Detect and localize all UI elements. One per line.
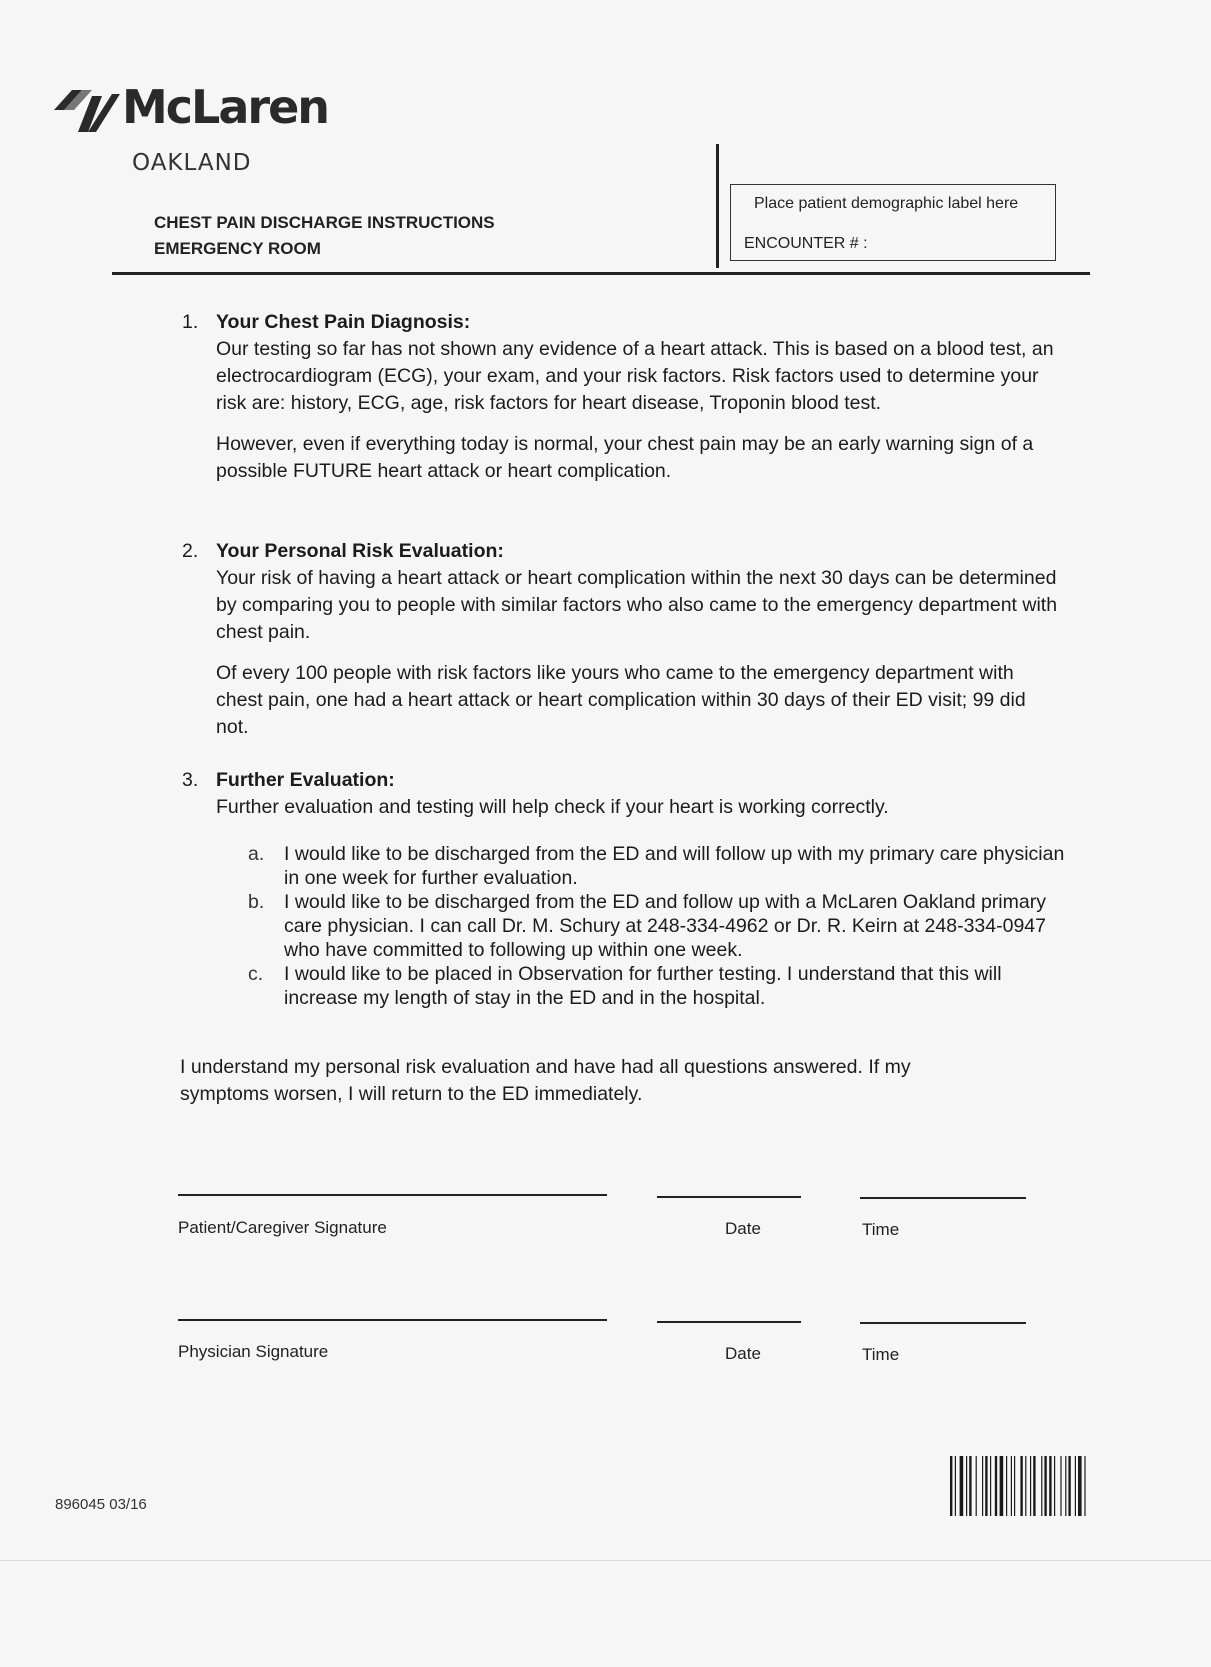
section-paragraph: Our testing so far has not shown any evidence of a heart attack. This is based on a blood test, an electrocardiogram (ECG), your exam, and your risk factors. Risk factors used to determine your risk are: history, ECG, age, risk factors for heart disease, Troponin blood test. bbox=[216, 338, 1054, 414]
barcode-bar bbox=[1060, 1456, 1061, 1516]
section-paragraph: Further evaluation and testing will help check if your heart is working correctly. bbox=[216, 796, 889, 818]
barcode-bar bbox=[1025, 1456, 1026, 1516]
patient-signature-label: Patient/Caregiver Signature bbox=[178, 1218, 387, 1237]
option-text: I would like to be discharged from the ED and follow up with a McLaren Oakland primary care physician. I can call Dr. M. Schury at 248-334-4962 or Dr. R. Keirn at 248-334-0947 who have committed to following up within one week. bbox=[284, 891, 1046, 961]
option-c[interactable] bbox=[248, 962, 1068, 1010]
barcode-bar bbox=[1078, 1456, 1082, 1516]
mclaren-logo-mark-icon bbox=[52, 86, 122, 136]
barcode-bar bbox=[1011, 1456, 1012, 1516]
form-title bbox=[154, 210, 495, 262]
patient-date-label: Date bbox=[725, 1219, 761, 1238]
barcode-bar bbox=[995, 1456, 997, 1516]
page-bottom-edge bbox=[0, 1560, 1211, 1561]
section-risk-evaluation bbox=[182, 538, 1062, 741]
section-heading: Your Personal Risk Evaluation: bbox=[216, 540, 504, 562]
hospital-location: OAKLAND bbox=[132, 150, 252, 176]
encounter-number-field: ENCOUNTER # : bbox=[744, 235, 868, 252]
barcode-bar bbox=[1084, 1456, 1085, 1516]
section-number: 3. bbox=[182, 769, 199, 791]
barcode-bar bbox=[969, 1456, 971, 1516]
section-paragraph: Of every 100 people with risk factors like yours who came to the emergency department with chest pain, one had a heart attack or heart complication within 30 days of their ED visit; 99 did not. bbox=[216, 662, 1026, 738]
section-paragraph: However, even if everything today is normal, your chest pain may be an early warning sign of a possible FUTURE heart attack or heart complication. bbox=[216, 433, 1034, 482]
patient-date-line[interactable] bbox=[657, 1196, 801, 1198]
barcode-bar bbox=[985, 1456, 987, 1516]
barcode-bar bbox=[1054, 1456, 1055, 1516]
section-number: 1. bbox=[182, 311, 199, 333]
acknowledgement-statement: I understand my personal risk evaluation and have had all questions answered. If my symptoms worsen, I will return to the ED immediately. bbox=[180, 1056, 911, 1105]
header-divider bbox=[716, 144, 719, 268]
physician-signature-line[interactable] bbox=[178, 1319, 607, 1321]
option-b[interactable] bbox=[248, 890, 1068, 962]
barcode-bar bbox=[1000, 1456, 1004, 1516]
physician-signature-label: Physician Signature bbox=[178, 1342, 329, 1361]
patient-label-box bbox=[730, 184, 1056, 261]
barcode-bar bbox=[1065, 1456, 1066, 1516]
option-letter: c. bbox=[248, 963, 264, 985]
option-text: I would like to be discharged from the ED and will follow up with my primary care physician in one week for further evaluation. bbox=[284, 843, 1065, 889]
section-number: 2. bbox=[182, 540, 199, 562]
barcode-bar bbox=[966, 1456, 967, 1516]
barcode-bar bbox=[982, 1456, 983, 1516]
barcode-bar bbox=[1041, 1456, 1042, 1516]
physician-date-label: Date bbox=[725, 1344, 761, 1363]
barcode-bar bbox=[955, 1456, 956, 1516]
option-a[interactable] bbox=[248, 842, 1068, 890]
header-rule bbox=[112, 272, 1090, 275]
barcode-bar bbox=[1014, 1456, 1015, 1516]
option-letter: a. bbox=[248, 843, 265, 865]
form-title-line1: CHEST PAIN DISCHARGE INSTRUCTIONS bbox=[154, 213, 495, 232]
barcode-bar bbox=[1020, 1456, 1022, 1516]
barcode-bar bbox=[950, 1456, 952, 1516]
label-box-instruction: Place patient demographic label here bbox=[754, 195, 1019, 212]
physician-date-line[interactable] bbox=[657, 1321, 801, 1323]
patient-time-label: Time bbox=[862, 1220, 900, 1239]
barcode-bar bbox=[990, 1456, 991, 1516]
patient-signature-line[interactable] bbox=[178, 1194, 607, 1196]
barcode-bar bbox=[1044, 1456, 1046, 1516]
barcode-bar bbox=[960, 1456, 964, 1516]
mclaren-logo bbox=[52, 80, 352, 140]
physician-time-label: Time bbox=[862, 1345, 900, 1364]
section-paragraph: Your risk of having a heart attack or heart complication within the next 30 days can be determined by comparing you to people with similar factors who also came to the emergency department with chest pain. bbox=[216, 567, 1058, 643]
barcode-bar bbox=[1033, 1456, 1035, 1516]
barcode-bar bbox=[1030, 1456, 1031, 1516]
barcode-bar bbox=[1006, 1456, 1007, 1516]
barcode-bar bbox=[1068, 1456, 1070, 1516]
logo-wordmark: McLaren bbox=[122, 80, 329, 134]
barcode bbox=[950, 1456, 1128, 1516]
barcode-bar bbox=[1049, 1456, 1051, 1516]
form-number: 896045 03/16 bbox=[55, 1496, 147, 1513]
section-heading: Your Chest Pain Diagnosis: bbox=[216, 311, 471, 333]
barcode-bar bbox=[1075, 1456, 1076, 1516]
option-text: I would like to be placed in Observation for further testing. I understand that this will increase my length of stay in the ED and in the hospital. bbox=[284, 963, 1002, 1009]
section-diagnosis bbox=[182, 309, 1062, 485]
option-letter: b. bbox=[248, 891, 265, 913]
section-further-evaluation bbox=[182, 767, 1062, 821]
form-title-line2: EMERGENCY ROOM bbox=[154, 239, 321, 258]
patient-time-line[interactable] bbox=[860, 1197, 1026, 1199]
barcode-bar bbox=[976, 1456, 977, 1516]
section-heading: Further Evaluation: bbox=[216, 769, 395, 791]
physician-time-line[interactable] bbox=[860, 1322, 1026, 1324]
